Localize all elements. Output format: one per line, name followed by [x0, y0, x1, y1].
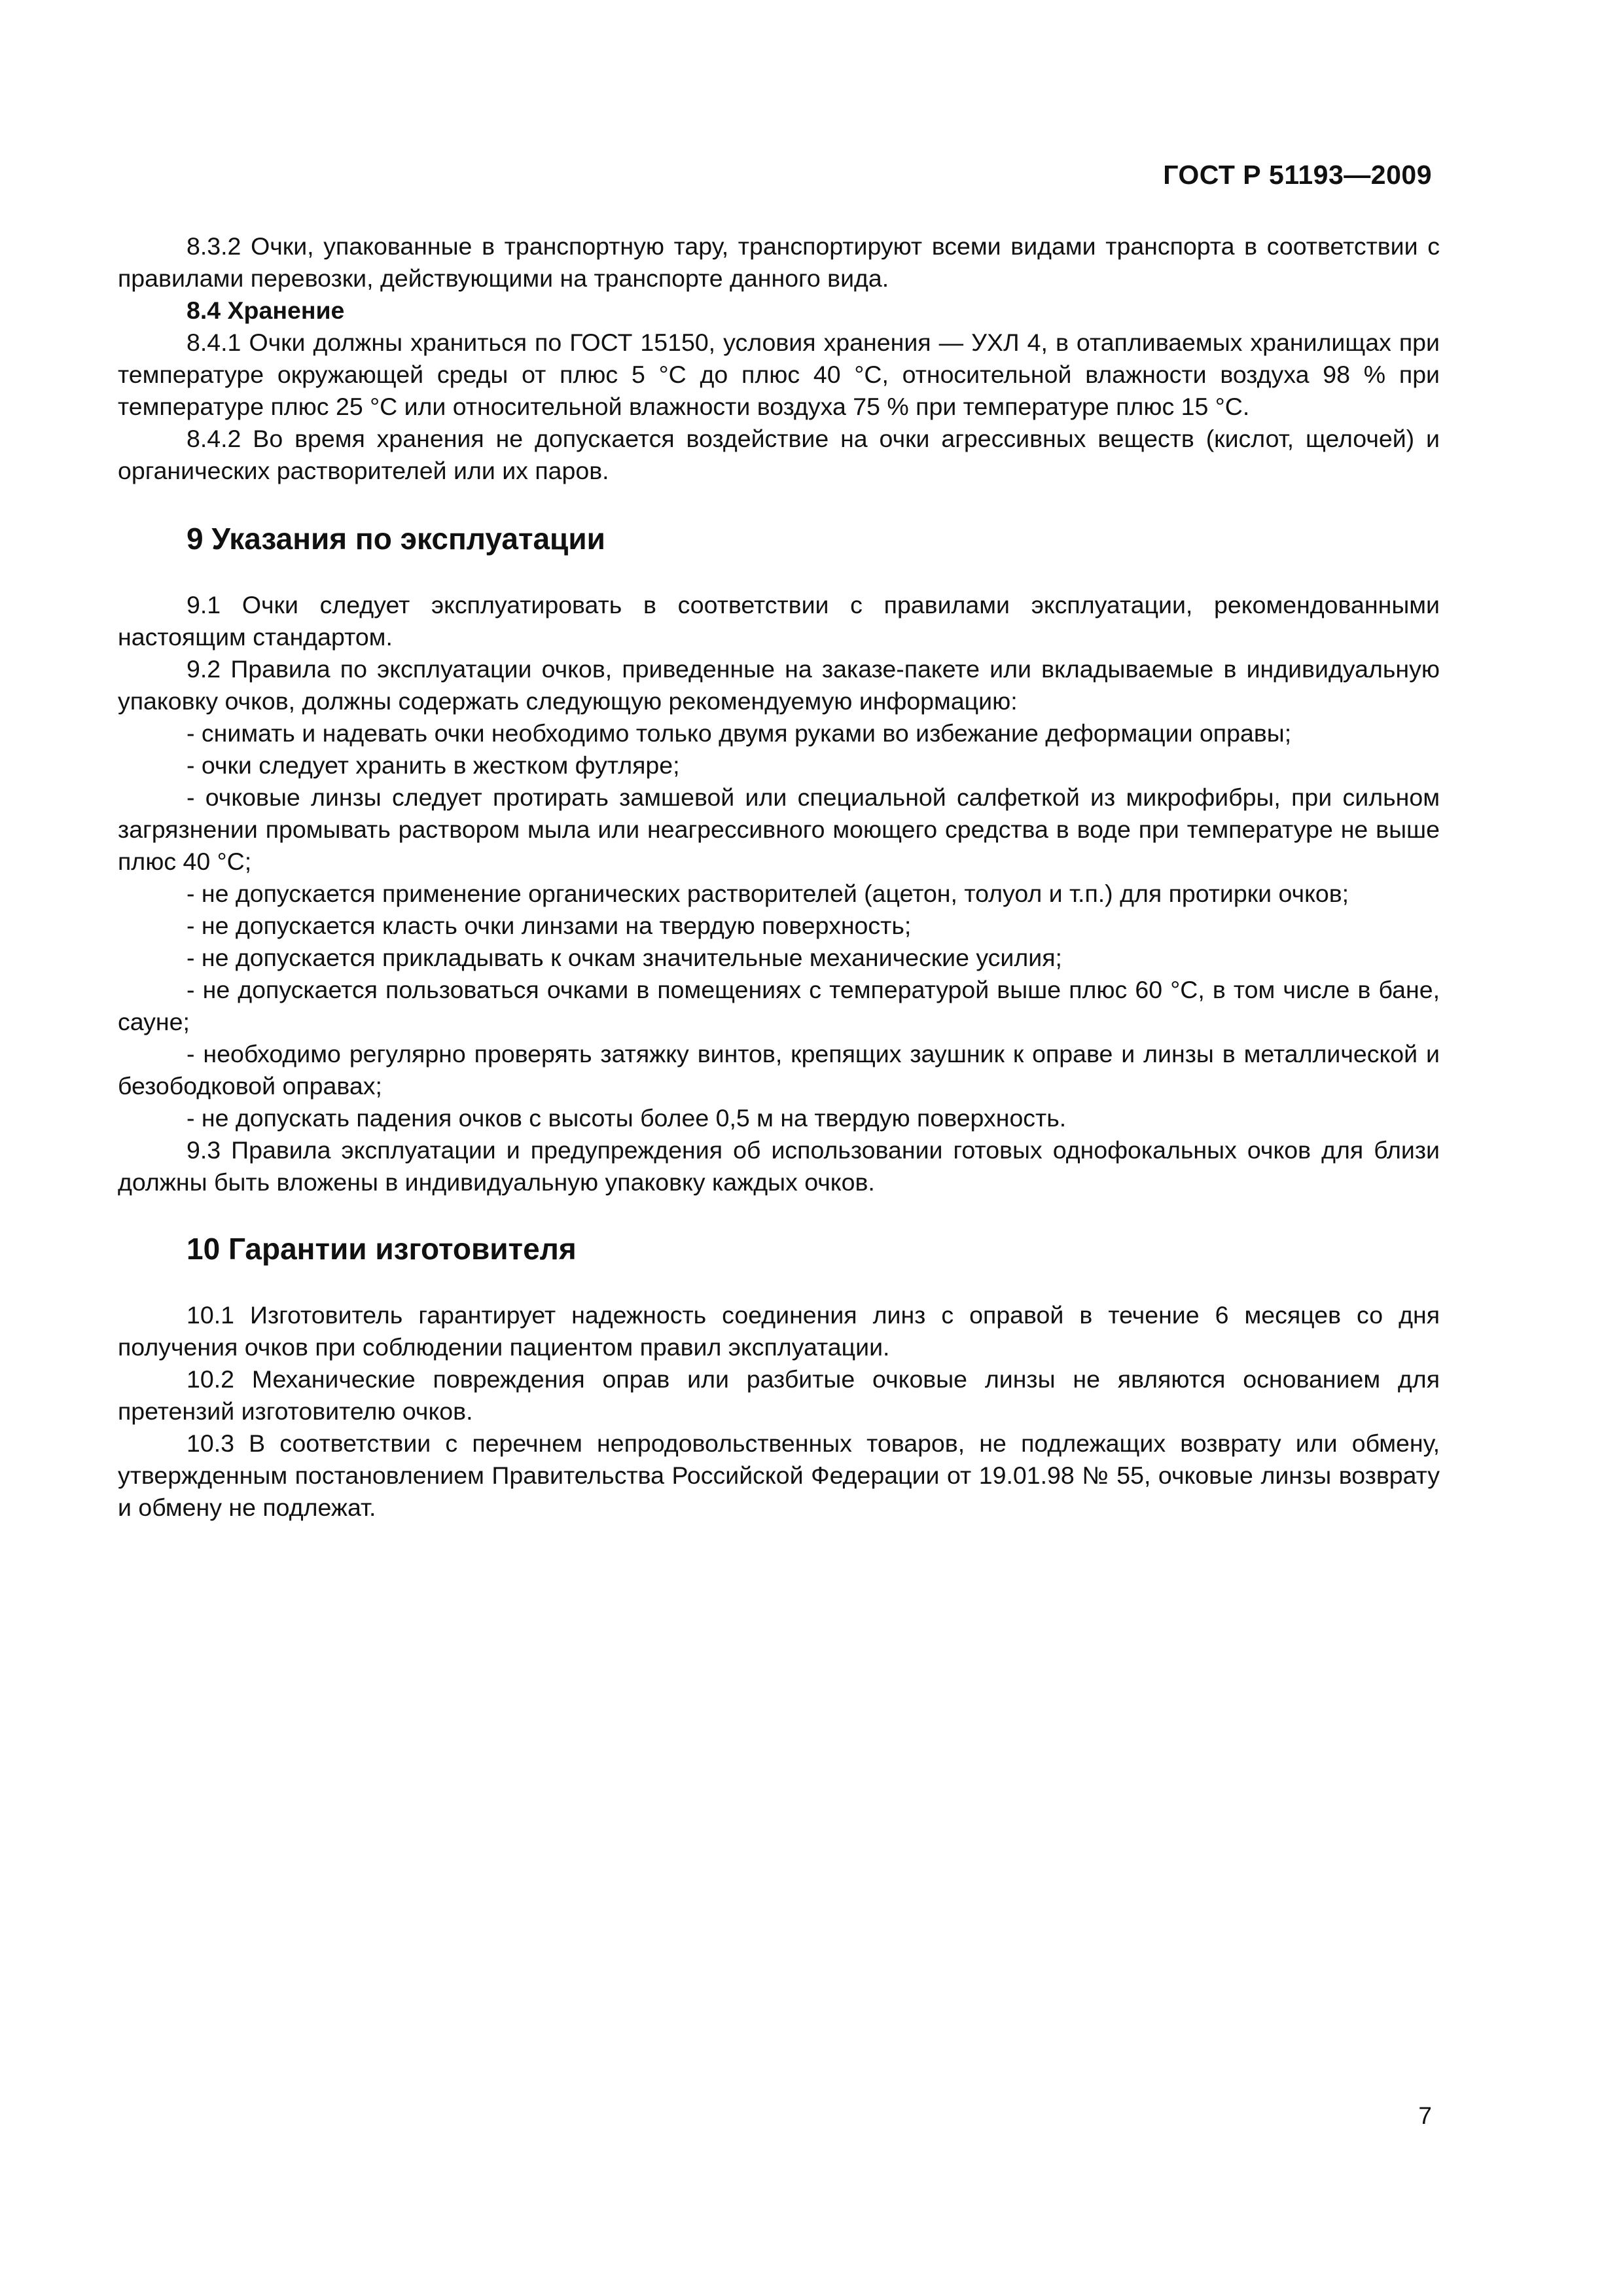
- paragraph-9-2: 9.2 Правила по эксплуатации очков, приведенные на заказе-пакете или вкладываемые в индивидуальную упаковку очков, должны содержать следующую рекомендуемую информацию:: [118, 655, 1440, 715]
- list-item: - не допускается пользоваться очками в помещениях с температурой выше плюс 60 °С, в том числе в бане, сауне;: [118, 976, 1440, 1035]
- paragraph-10-3: 10.3 В соответствии с перечнем непродовольственных товаров, не подлежащих возврату или обмену, утвержденным постановлением Правительства Российской Федерации от 19.01.98 № 55, очковые линзы возврату и обмену не подлежат.: [118, 1429, 1440, 1521]
- list-item: - не допускать падения очков с высоты более 0,5 м на твердую поверхность.: [187, 1104, 1067, 1132]
- paragraph-8-3-2: 8.3.2 Очки, упакованные в транспортную тару, транспортируют всеми видами транспорта в соответствии с правилами перевозки, действующими на транспорте данного вида.: [118, 232, 1440, 292]
- list-item: - снимать и надевать очки необходимо только двумя руками во избежание деформации оправы;: [187, 719, 1292, 747]
- paragraph-8-4-2: 8.4.2 Во время хранения не допускается воздействие на очки агрессивных веществ (кислот, щелочей) и органических растворителей или их паров.: [118, 425, 1440, 484]
- page-number: 7: [1418, 2102, 1432, 2129]
- document-code-header: ГОСТ Р 51193—2009: [1163, 160, 1432, 190]
- section-heading-10: 10 Гарантии изготовителя: [187, 1232, 577, 1266]
- subsection-heading-8-4: 8.4 Хранение: [187, 296, 345, 324]
- paragraph-8-4-1: 8.4.1 Очки должны храниться по ГОСТ 15150, условия хранения — УХЛ 4, в отапливаемых хранилищах при температуре окружающей среды от плюс 5 °С до плюс 40 °С, относительной влажности воздуха 98 % при температуре плюс 25 °С или относительной влажности воздуха 75 % при температуре плюс 15 °С.: [118, 329, 1440, 420]
- list-item: - очковые линзы следует протирать замшевой или специальной салфеткой из микрофибры, при сильном загрязнении промывать раствором мыла или неагрессивного моющего средства в воде при температуре не выше плюс 40 °С;: [118, 783, 1440, 875]
- list-item: - не допускается прикладывать к очкам значительные механические усилия;: [187, 944, 1062, 971]
- paragraph-10-2: 10.2 Механические повреждения оправ или разбитые очковые линзы не являются основанием для претензий изготовителю очков.: [118, 1365, 1440, 1425]
- section-heading-9: 9 Указания по эксплуатации: [187, 522, 605, 556]
- paragraph-9-3: 9.3 Правила эксплуатации и предупреждения об использовании готовых однофокальных очков для близи должны быть вложены в индивидуальную упаковку каждых очков.: [118, 1136, 1440, 1196]
- document-body: [118, 230, 1440, 1524]
- list-item: - не допускается применение органических растворителей (ацетон, толуол и т.п.) для протирки очков;: [187, 880, 1349, 907]
- paragraph-9-1: 9.1 Очки следует эксплуатировать в соответствии с правилами эксплуатации, рекомендованными настоящим стандартом.: [118, 591, 1440, 651]
- paragraph-10-1: 10.1 Изготовитель гарантирует надежность соединения линз с оправой в течение 6 месяцев со дня получения очков при соблюдении пациентом правил эксплуатации.: [118, 1301, 1440, 1361]
- list-item: - очки следует хранить в жестком футляре;: [187, 751, 680, 779]
- list-item: - необходимо регулярно проверять затяжку винтов, крепящих заушник к оправе и линзы в металлической и безободковой оправах;: [118, 1040, 1440, 1100]
- list-item: - не допускается класть очки линзами на твердую поверхность;: [187, 912, 912, 939]
